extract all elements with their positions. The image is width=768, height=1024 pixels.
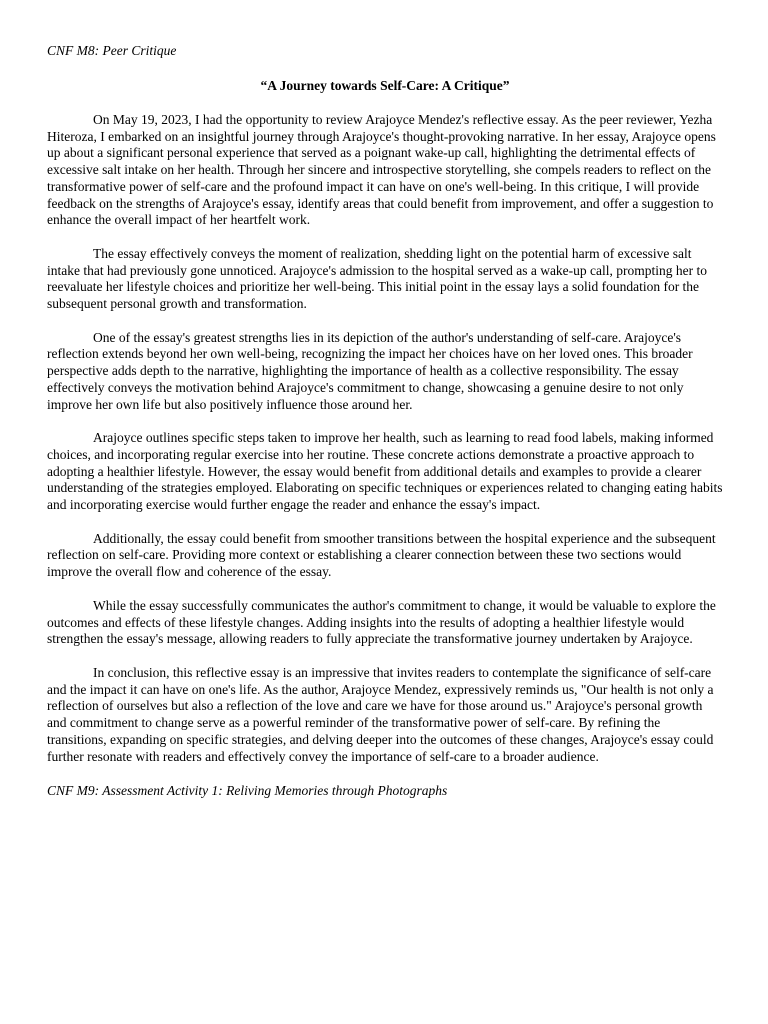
paragraph-6: While the essay successfully communicates the author's commitment to change, it would be valuable to explore the outcomes and effects of these lifestyle changes. Adding insights into the results of adopting a healthier lifestyle would strengthen the essay's message, allowing readers to fully appreciate the transformative journey undertaken by Arajoyce. — [47, 597, 716, 647]
section-label-m8: CNF M8: Peer Critique — [47, 43, 177, 58]
paragraph-1: On May 19, 2023, I had the opportunity to review Arajoyce Mendez's reflective essay. As the peer reviewer, Yezha Hiteroza, I embarked on an insightful journey through Arajoyce's thought-provoking narrative. In her essay, Arajoyce opens up about a significant personal experience that served as a poignant wake-up call, highlighting the detrimental effects of excessive salt intake on her health. Through her sincere and introspective storytelling, she compels readers to reflect on the transformative power of self-care and the profound impact it can have on one's well-being. In this critique, I will provide feedback on the strengths of Arajoyce's essay, identify areas that could benefit from improvement, and offer a suggestion to enhance the overall impact of her heartfelt work. — [47, 112, 716, 228]
section-label-m9: CNF M9: Assessment Activity 1: Reliving Memories through Photographs — [47, 783, 448, 799]
document-page — [47, 42, 723, 799]
paragraph-5: Additionally, the essay could benefit from smoother transitions between the hospital experience and the subsequent reflection on self-care. Providing more context or establishing a clearer connection between these two sections would improve the overall flow and coherence of the essay. — [47, 530, 716, 580]
paragraph-2: The essay effectively conveys the moment of realization, shedding light on the potential harm of excessive salt intake that had previously gone unnoticed. Arajoyce's admission to the hospital served as a wake-up call, prompting her to reevaluate her lifestyle choices and prioritize her well-being. This initial point in the essay lays a solid foundation for the subsequent personal growth and transformation. — [47, 245, 708, 312]
paragraph-3: One of the essay's greatest strengths lies in its depiction of the author's understanding of self-care. Arajoyce's reflection extends beyond her own well-being, recognizing the impact her choices have on her loved ones. This broader perspective adds depth to the narrative, highlighting the importance of health as a collective responsibility. The essay effectively conveys the motivation behind Arajoyce's commitment to change, showcasing a genuine desire to not only improve her own life but also positively influence those around her. — [47, 329, 693, 412]
paragraph-4: Arajoyce outlines specific steps taken to improve her health, such as learning to read food labels, making informed choices, and incorporating regular exercise into her routine. These concrete actions demonstrate a proactive approach to adopting a healthier lifestyle. However, the essay would benefit from additional details and examples to provide a clearer understanding of the strategies employed. Elaborating on specific techniques or experiences related to changing eating habits and incorporating exercise would further engage the reader and enhance the essay's impact. — [47, 430, 723, 513]
essay-title: “A Journey towards Self-Care: A Critique” — [260, 78, 510, 93]
paragraph-7: In conclusion, this reflective essay is an impressive that invites readers to contemplate the significance of self-care and the impact it can have on one's life. As the author, Arajoyce Mendez, expressively reminds us, "Our health is not only a reflection of ourselves but also a reflection of the love and care we have for those around us." Arajoyce's personal growth and commitment to change serve as a powerful reminder of the transformative power of self-care. By refining the transitions, expanding on specific strategies, and delving deeper into the outcomes of these changes, Arajoyce's essay could further resonate with readers and effectively convey the importance of self-care to a broader audience. — [47, 664, 714, 764]
